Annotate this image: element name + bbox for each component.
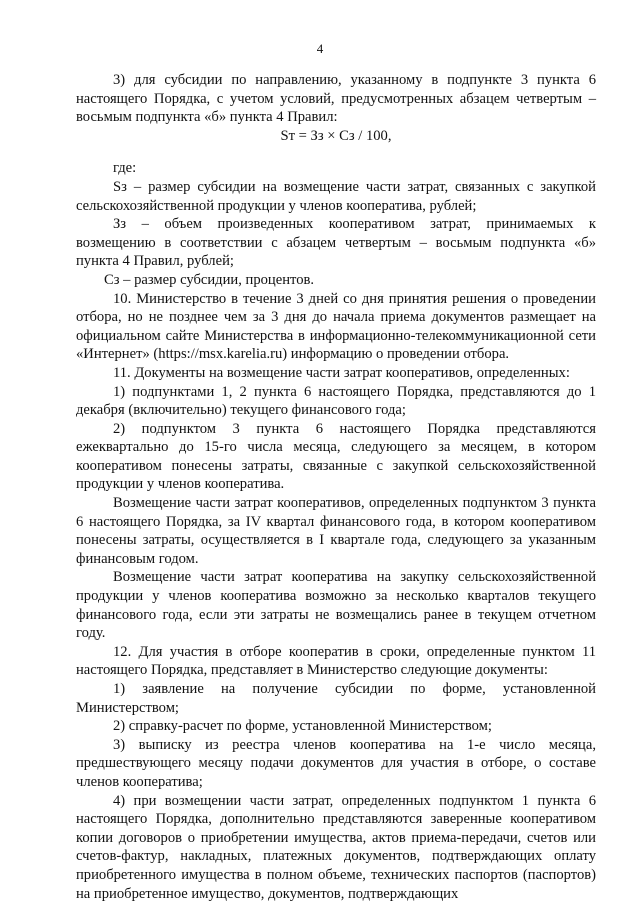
paragraph-12-1: 1) заявление на получение субсидии по форме, установленной Министерством; bbox=[76, 681, 596, 716]
paragraph-12-4: 4) при возмещении части затрат, определенных подпунктом 1 пункта 6 настоящего Порядка, дополнительно представляются заверенные кооперативом копии договоров о приобретении имущества, актов приема-передачи, счетов или счетов-фактур, накладных, платежных документов, подтверждающих оплату приобретенного имущества в полном объеме, технических паспортов (паспортов) на приобретенное имущество, документов, подтверждающих bbox=[76, 792, 596, 902]
paragraph-11-2: 2) подпунктом 3 пункта 6 настоящего Порядка представляются ежеквартально до 15-го числа месяца, следующего за месяцем, в котором кооперативом понесены затраты, связанные с закупкой сельскохозяйственной продукции у членов кооператива. bbox=[76, 420, 596, 493]
paragraph-11-q4: Возмещение части затрат кооперативов, определенных подпунктом 3 пункта 6 настоящего Порядка, за IV квартал финансового года, в котором кооперативом понесены затраты, осуществляется в I квартале года, следующего за указанным финансовым годом. bbox=[76, 495, 596, 567]
paragraph-11-multi-quarter: Возмещение части затрат кооператива на закупку сельскохозяйственной продукции у членов кооператива возможно за несколько кварталов текущего финансового года, если эти затраты не возмещались ранее в текущем отчетном году. bbox=[76, 569, 596, 642]
paragraph-definition-sc: Сз – размер субсидии, процентов. bbox=[104, 271, 315, 288]
paragraph-item3: 3) для субсидии по направлению, указанному в подпункте 3 пункта 6 настоящего Порядка, с учетом условий, предусмотренных абзацем четвертым – восьмым подпункта «б» пункта 4 Правил: bbox=[76, 72, 596, 126]
formula: Sт = Зз × Сз / 100, bbox=[280, 127, 392, 144]
paragraph-where: где: bbox=[113, 160, 137, 177]
paragraph-11-1: 1) подпунктами 1, 2 пункта 6 настоящего Порядка, представляются до 1 декабря (включительно) текущего финансового года; bbox=[76, 383, 596, 419]
paragraph-12-2: 2) справку-расчет по форме, установленной Министерством; bbox=[113, 718, 492, 735]
document-body bbox=[76, 71, 596, 903]
paragraph-11: 11. Документы на возмещение части затрат кооперативов, определенных: bbox=[113, 364, 570, 381]
paragraph-12: 12. Для участия в отборе кооператив в сроки, определенные пунктом 11 настоящего Порядка, представляет в Министерство следующие документы: bbox=[76, 643, 596, 679]
paragraph-definition-sz: Sз – размер субсидии на возмещение части затрат, связанных с закупкой сельскохозяйственной продукции у членов кооператива, рублей; bbox=[76, 178, 596, 214]
page-number: 4 bbox=[316, 41, 324, 56]
paragraph-12-3: 3) выписку из реестра членов кооператива на 1-е число месяца, предшествующего месяцу подачи документов для участия в отборе, о составе членов кооператива; bbox=[76, 736, 596, 790]
paragraph-10: 10. Министерство в течение 3 дней со дня принятия решения о проведении отбора, но не позднее чем за 3 дня до начала приема документов размещает на официальном сайте Министерства в информационно-телекоммуникационной сети «Интернет» (https://msx.karelia.ru) информацию о проведении отбора. bbox=[76, 290, 596, 363]
paragraph-definition-zz: Зз – объем произведенных кооперативом затрат, принимаемых к возмещению в соответствии с абзацем четвертым – восьмым подпункта «б» пункта 4 Правил, рублей; bbox=[76, 216, 596, 270]
